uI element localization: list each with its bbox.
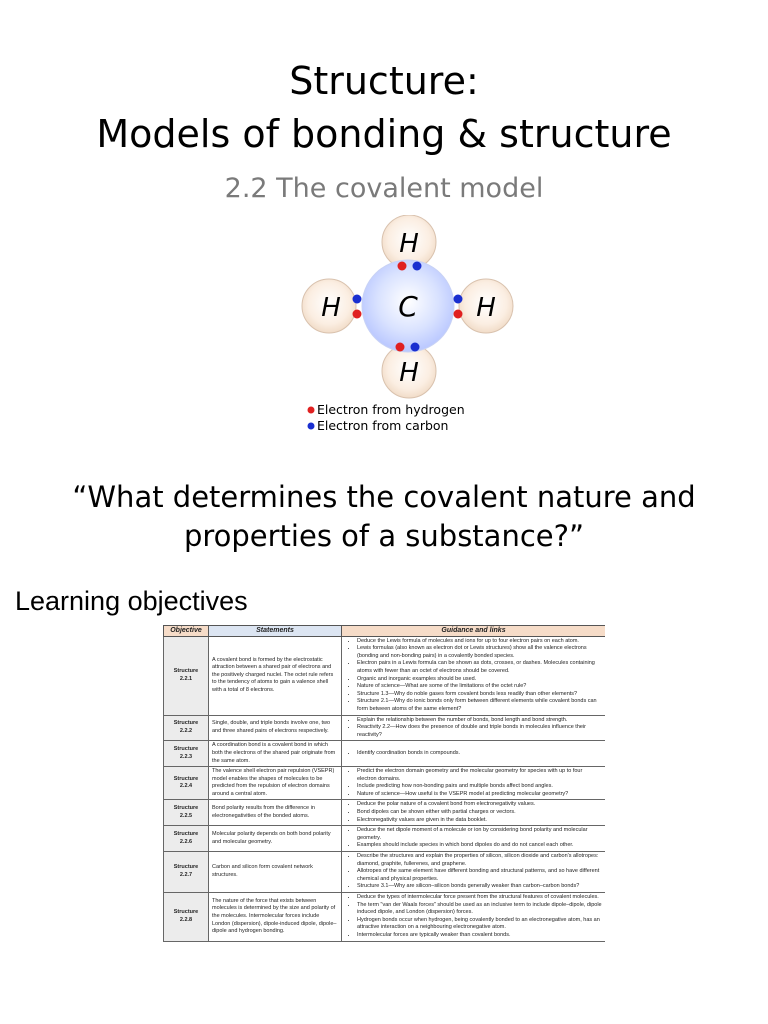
guidance-cell xyxy=(342,826,606,852)
objective-cell xyxy=(164,893,209,942)
guidance-item: • Hydrogen bonds occur when hydrogen, being covalently bonded to an electronegative atom, has an attractive interaction on a neighbouring electronegative atom. xyxy=(357,917,602,932)
guidance-item: • Deduce the polar nature of a covalent bond from electronegativity values. xyxy=(357,801,602,809)
electron-hydrogen-left xyxy=(353,310,362,319)
carbon-label: C xyxy=(398,290,418,323)
objective-code-line: 2.2.4 xyxy=(179,783,193,790)
statement-cell: Single, double, and triple bonds involve one, two and three shared pairs of electrons respectively. xyxy=(209,715,342,741)
learning-objectives-table xyxy=(163,625,605,942)
objective-cell xyxy=(164,800,209,826)
guidance-item: • Lewis formulas (also known as electron dot or Lewis structures) show all the valence electrons (bonding and non-bonding pairs) in a covalently bonded species. xyxy=(357,645,602,660)
guidance-item: • Nature of science—How useful is the VSEPR model at predicting molecular geometry? xyxy=(357,791,602,799)
objective-cell xyxy=(164,741,209,767)
guiding-question: “What determines the covalent nature and properties of a substance?” xyxy=(72,480,696,553)
table-row xyxy=(164,741,606,767)
guidance-cell xyxy=(342,741,606,767)
objective-code-line: Structure xyxy=(173,909,199,916)
hydrogen-label-right: H xyxy=(476,293,496,323)
objective-code-line: Structure xyxy=(173,720,199,727)
guidance-item: • Reactivity 2.2—How does the presence of double and triple bonds in molecules influence their reactivity? xyxy=(357,724,602,739)
hydrogen-label-bottom: H xyxy=(399,358,419,388)
guidance-cell xyxy=(342,852,606,893)
objective-code-line: 2.2.8 xyxy=(179,916,193,923)
guidance-item: • Examples should include species in which bond dipoles do and do not cancel each other. xyxy=(357,842,602,850)
statement-cell: Carbon and silicon form covalent network structures. xyxy=(209,852,342,893)
electron-carbon-right xyxy=(454,295,463,304)
objective-code-line: 2.2.3 xyxy=(179,753,193,760)
table-row xyxy=(164,852,606,893)
guidance-item: • Describe the structures and explain the properties of silicon, silicon dioxide and carbon's allotropes: diamond, graphite, fullerenes, and graphene. xyxy=(357,853,602,868)
guidance-item: • Structure 2.1—Why do ionic bonds only form between different elements while covalent bonds can form between atoms of the same element? xyxy=(357,698,602,713)
electron-hydrogen-right xyxy=(454,310,463,319)
statement-cell: The nature of the force that exists between molecules is determined by the size and polarity of the molecules. Intermolecular forces include London (dispersion), dipole-induced dipole, dipole–dipole and hydrogen bonding. xyxy=(209,893,342,942)
objective-code-line: Structure xyxy=(173,805,199,812)
electron-carbon-bottom xyxy=(411,343,420,352)
guidance-item: • Intermolecular forces are typically weaker than covalent bonds. xyxy=(357,932,602,940)
electron-carbon-left xyxy=(353,295,362,304)
table-row xyxy=(164,800,606,826)
slide-title-line2: Models of bonding & structure xyxy=(96,112,672,156)
guidance-cell xyxy=(342,636,606,715)
guidance-item: • Deduce the Lewis formula of molecules and ions for up to four electron pairs on each atom. xyxy=(357,638,602,646)
objective-cell xyxy=(164,715,209,741)
objective-cell xyxy=(164,826,209,852)
hydrogen-label-left: H xyxy=(321,293,341,323)
objective-cell xyxy=(164,852,209,893)
table-row xyxy=(164,826,606,852)
guidance-list xyxy=(345,801,602,824)
legend-hydrogen-label: Electron from hydrogen xyxy=(317,402,465,417)
guidance-item: • Organic and inorganic examples should be used. xyxy=(357,676,602,684)
guidance-item: • Structure 1.3—Why do noble gases form covalent bonds less readily than other elements? xyxy=(357,691,602,699)
guidance-item: • Allotropes of the same element have different bonding and structural patterns, and so have different chemical and physical properties. xyxy=(357,868,602,883)
guidance-item: • Bond dipoles can be shown either with partial charges or vectors. xyxy=(357,809,602,817)
table-row xyxy=(164,767,606,800)
objective-cell xyxy=(164,636,209,715)
guidance-item: • Electronegativity values are given in the data booklet. xyxy=(357,817,602,825)
guidance-item: • Predict the electron domain geometry and the molecular geometry for species with up to four electron domains. xyxy=(357,768,602,783)
slide-subtitle: 2.2 The covalent model xyxy=(224,173,544,204)
slide-title-line1: Structure: xyxy=(289,59,479,103)
table-row xyxy=(164,636,606,715)
learning-objectives-table-container xyxy=(163,625,605,1024)
guidance-item: • Deduce the net dipole moment of a molecule or ion by considering bond polarity and molecular geometry. xyxy=(357,827,602,842)
guidance-cell xyxy=(342,800,606,826)
hydrogen-label-top: H xyxy=(399,229,419,259)
objective-code-line: 2.2.2 xyxy=(179,727,193,734)
table-row xyxy=(164,893,606,942)
guidance-list xyxy=(345,638,602,714)
guidance-list xyxy=(345,853,602,891)
guidance-list xyxy=(345,717,602,740)
guidance-item: • Electron pairs in a Lewis formula can be shown as dots, crosses, or dashes. Molecules containing atoms with fewer than an octet of electrons should be covered. xyxy=(357,660,602,675)
methane-lewis-diagram xyxy=(296,215,526,440)
guidance-item: • Nature of science—What are some of the limitations of the octet rule? xyxy=(357,683,602,691)
objective-code-line: 2.2.7 xyxy=(179,872,193,879)
objective-code-line: 2.2.5 xyxy=(179,812,193,819)
objective-code-line: Structure xyxy=(173,667,199,674)
objective-code-line: Structure xyxy=(173,831,199,838)
guidance-cell xyxy=(342,893,606,942)
guidance-cell xyxy=(342,715,606,741)
statement-cell: The valence shell electron pair repulsion (VSEPR) model enables the shapes of molecules to be predicted from the repulsion of electron domains around a central atom. xyxy=(209,767,342,800)
guidance-item: • Include predicting how non-bonding pairs and multiple bonds affect bond angles. xyxy=(357,783,602,791)
guidance-list xyxy=(345,768,602,798)
learning-objectives-table-body xyxy=(164,636,606,941)
legend-carbon-dot xyxy=(308,423,315,430)
objective-code-line: Structure xyxy=(173,746,199,753)
electron-hydrogen-top xyxy=(398,262,407,271)
guidance-item: • Identify coordination bonds in compounds. xyxy=(357,750,602,758)
objective-code-line: 2.2.6 xyxy=(179,838,193,845)
table-row xyxy=(164,715,606,741)
guidance-list xyxy=(345,894,602,940)
legend-carbon-label: Electron from carbon xyxy=(317,418,449,433)
objective-code-line: Structure xyxy=(173,864,199,871)
statement-cell: Molecular polarity depends on both bond polarity and molecular geometry. xyxy=(209,826,342,852)
statement-cell: Bond polarity results from the difference in electronegativities of the bonded atoms. xyxy=(209,800,342,826)
column-header-statements: Statements xyxy=(209,626,342,637)
guidance-item: • Structure 3.1—Why are silicon–silicon bonds generally weaker than carbon–carbon bonds? xyxy=(357,883,602,891)
objective-code-line: Structure xyxy=(173,775,199,782)
guidance-item: • Deduce the types of intermolecular force present from the structural features of covalent molecules. xyxy=(357,894,602,902)
guidance-item: • The term "van der Waals forces" should be used as an inclusive term to include dipole–dipole, dipole induced dipole, and London (dispersion) forces. xyxy=(357,902,602,917)
electron-carbon-top xyxy=(413,262,422,271)
learning-objectives-heading: Learning objectives xyxy=(15,586,248,616)
column-header-guidance: Guidance and links xyxy=(342,626,606,637)
guidance-list xyxy=(345,750,602,758)
objective-cell xyxy=(164,767,209,800)
statement-cell: A coordination bond is a covalent bond in which both the electrons of the shared pair originate from the same atom. xyxy=(209,741,342,767)
statement-cell: A covalent bond is formed by the electrostatic attraction between a shared pair of electrons and the positively charged nuclei. The octet rule refers to the tendency of atoms to gain a valence shell with a total of 8 electrons. xyxy=(209,636,342,715)
table-header-row xyxy=(164,626,606,637)
legend-hydrogen-dot xyxy=(308,407,315,414)
guidance-list xyxy=(345,827,602,850)
guidance-cell xyxy=(342,767,606,800)
objective-code-line: 2.2.1 xyxy=(179,675,193,682)
electron-hydrogen-bottom xyxy=(396,343,405,352)
column-header-objective: Objective xyxy=(164,626,209,637)
guidance-item: • Explain the relationship between the number of bonds, bond length and bond strength. xyxy=(357,717,602,725)
